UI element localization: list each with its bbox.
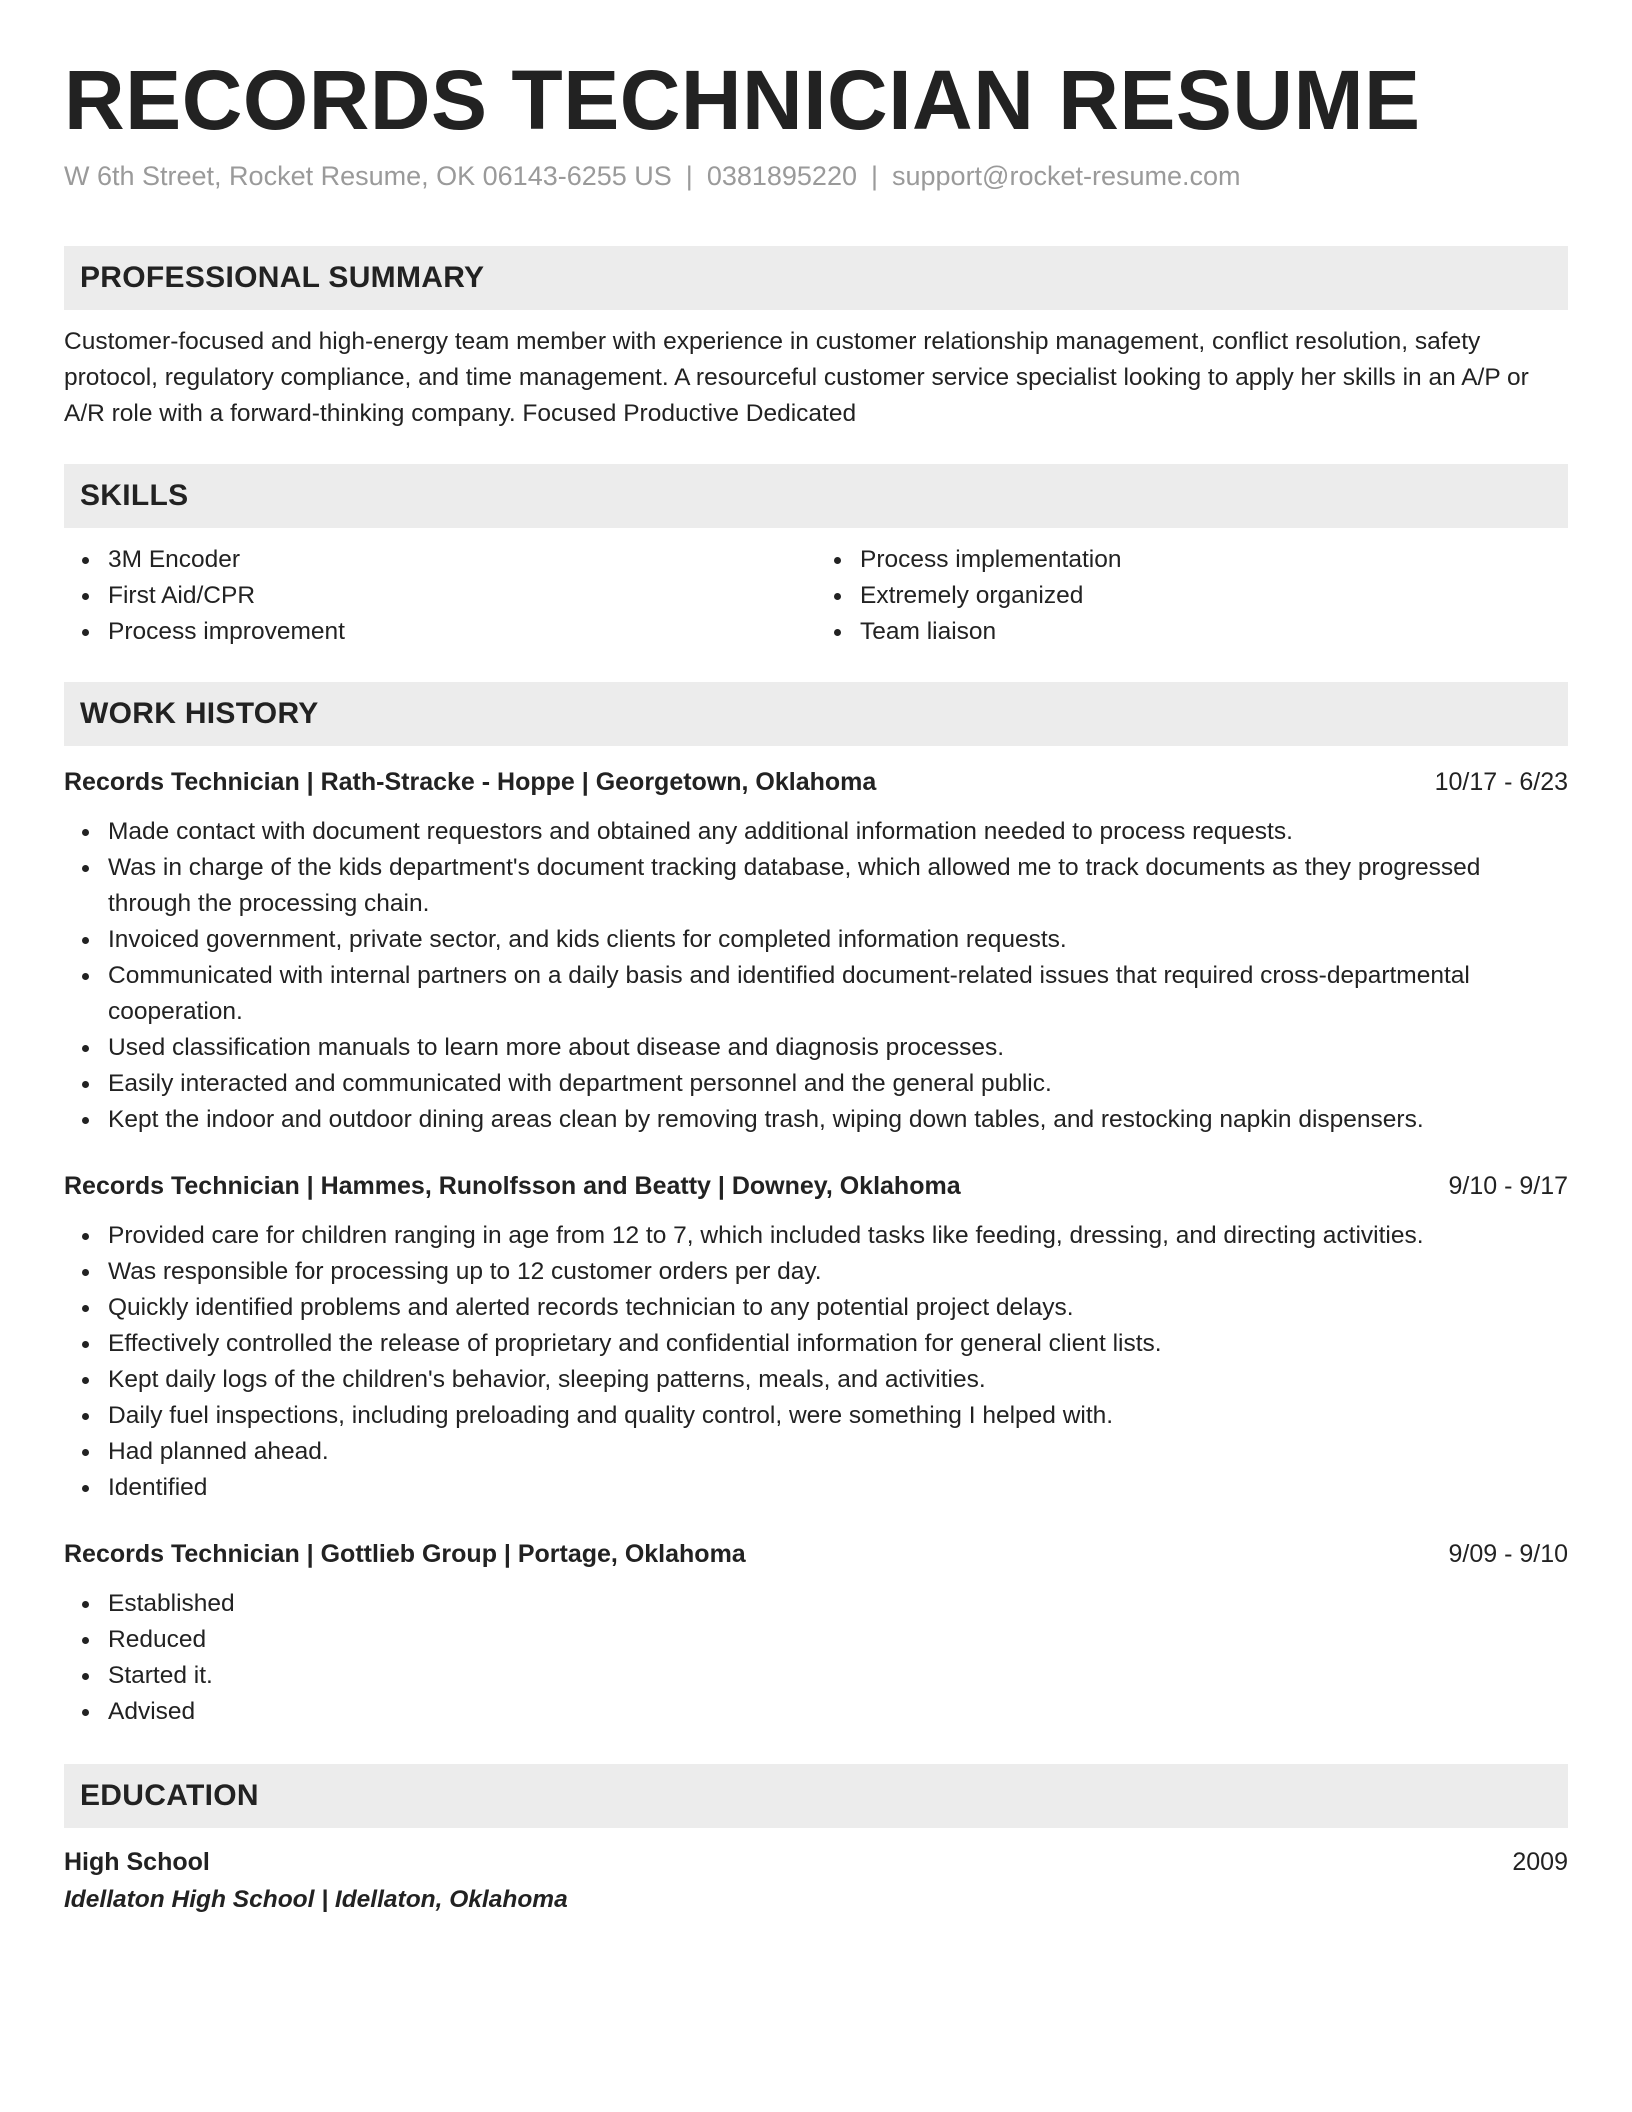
list-item bbox=[64, 1362, 1568, 1398]
list-item-text: Provided care for children ranging in age from 12 to 7, which included tasks like feeding, dressing, and directing activities. bbox=[108, 1221, 1424, 1249]
bullet-icon bbox=[82, 1413, 89, 1420]
bullet-icon bbox=[82, 1449, 89, 1456]
bullet-icon bbox=[82, 593, 89, 600]
list-item bbox=[64, 814, 1568, 850]
list-item bbox=[64, 1290, 1568, 1326]
list-item bbox=[64, 1586, 1568, 1622]
bullet-icon bbox=[82, 1673, 89, 1680]
bullet-icon bbox=[82, 1377, 89, 1384]
list-item bbox=[64, 1254, 1568, 1290]
education-entry bbox=[64, 1844, 1568, 1920]
bullet-icon bbox=[82, 1637, 89, 1644]
list-item-text: Process implementation bbox=[860, 545, 1122, 573]
bullet-icon bbox=[82, 1709, 89, 1716]
bullet-icon bbox=[82, 1117, 89, 1124]
summary-heading: PROFESSIONAL SUMMARY bbox=[64, 246, 1568, 310]
contact-line bbox=[64, 159, 1568, 194]
list-item-text: Quickly identified problems and alerted records technician to any potential project delays. bbox=[108, 1293, 1074, 1321]
list-item bbox=[64, 1434, 1568, 1470]
bullet-icon bbox=[82, 1233, 89, 1240]
work-history-heading: WORK HISTORY bbox=[64, 682, 1568, 746]
list-item bbox=[64, 1066, 1568, 1102]
bullet-icon bbox=[834, 557, 841, 564]
skills-heading: SKILLS bbox=[64, 464, 1568, 528]
skill-item bbox=[64, 614, 816, 650]
list-item-text: Daily fuel inspections, including preloading and quality control, were something I helped with. bbox=[108, 1401, 1114, 1429]
list-item-text: Started it. bbox=[108, 1661, 213, 1689]
list-item-text: Was responsible for processing up to 12 customer orders per day. bbox=[108, 1257, 822, 1285]
bullet-icon bbox=[82, 557, 89, 564]
job-header bbox=[64, 1536, 1568, 1572]
education-school: Idellaton High School | Idellaton, Oklahoma bbox=[64, 1885, 568, 1913]
contact-phone: 0381895220 bbox=[706, 160, 857, 191]
job-entry bbox=[64, 1168, 1568, 1506]
job-header bbox=[64, 764, 1568, 800]
bullet-icon bbox=[82, 1305, 89, 1312]
list-item-text: 3M Encoder bbox=[108, 545, 241, 573]
list-item-text: Was in charge of the kids department's document tracking database, which allowed me to track documents as they progressed through the processing chain. bbox=[108, 853, 1481, 917]
bullet-icon bbox=[82, 1601, 89, 1608]
contact-separator: | bbox=[685, 160, 693, 191]
list-item-text: Kept the indoor and outdoor dining areas clean by removing trash, wiping down tables, and restocking napkin dispensers. bbox=[108, 1105, 1424, 1133]
bullet-icon bbox=[82, 937, 89, 944]
list-item bbox=[64, 1470, 1568, 1506]
list-item bbox=[64, 1030, 1568, 1066]
list-item-text: Reduced bbox=[108, 1625, 207, 1653]
skills-column-right bbox=[816, 542, 1568, 650]
list-item-text: Used classification manuals to learn more about disease and diagnosis processes. bbox=[108, 1033, 1005, 1061]
skill-item bbox=[64, 542, 816, 578]
resume-title: RECORDS TECHNICIAN RESUME bbox=[64, 53, 1421, 147]
list-item bbox=[64, 850, 1568, 922]
list-item-text: Had planned ahead. bbox=[108, 1437, 329, 1465]
bullet-icon bbox=[834, 629, 841, 636]
list-item bbox=[64, 958, 1568, 1030]
list-item-text: Kept daily logs of the children's behavior, sleeping patterns, meals, and activities. bbox=[108, 1365, 986, 1393]
skill-item bbox=[816, 614, 1568, 650]
list-item bbox=[64, 1102, 1568, 1138]
bullet-icon bbox=[82, 1045, 89, 1052]
list-item-text: Identified bbox=[108, 1473, 208, 1501]
bullet-icon bbox=[82, 1081, 89, 1088]
bullet-icon bbox=[82, 1485, 89, 1492]
list-item bbox=[64, 1622, 1568, 1658]
job-bullets bbox=[64, 1586, 1568, 1730]
contact-email: support@rocket-resume.com bbox=[892, 160, 1241, 191]
job-entry bbox=[64, 1536, 1568, 1730]
job-header bbox=[64, 1168, 1568, 1204]
bullet-icon bbox=[82, 829, 89, 836]
job-dates: 10/17 - 6/23 bbox=[1434, 767, 1568, 796]
job-bullets bbox=[64, 814, 1568, 1138]
list-item-text: Process improvement bbox=[108, 617, 345, 645]
job-title: Records Technician | Gottlieb Group | Portage, Oklahoma bbox=[64, 1539, 746, 1568]
job-bullets bbox=[64, 1218, 1568, 1506]
list-item-text: Effectively controlled the release of proprietary and confidential information for general client lists. bbox=[108, 1329, 1162, 1357]
job-dates: 9/10 - 9/17 bbox=[1448, 1171, 1568, 1200]
education-heading: EDUCATION bbox=[64, 1764, 1568, 1828]
summary-text: Customer-focused and high-energy team member with experience in customer relationship management, conflict resolution, safety protocol, regulatory compliance, and time management. A resourceful customer service specialist looking to apply her skills in an A/P or A/R role with a forward-thinking company. Focused Productive Dedicated bbox=[64, 327, 1529, 427]
list-item bbox=[64, 1398, 1568, 1434]
job-title: Records Technician | Rath-Stracke - Hoppe | Georgetown, Oklahoma bbox=[64, 767, 877, 796]
bullet-icon bbox=[82, 865, 89, 872]
list-item-text: Communicated with internal partners on a daily basis and identified document-related issues that required cross-departmental cooperation. bbox=[108, 961, 1470, 1025]
list-item bbox=[64, 1218, 1568, 1254]
bullet-icon bbox=[834, 593, 841, 600]
skill-item bbox=[816, 578, 1568, 614]
skills-column-left bbox=[64, 542, 816, 650]
list-item-text: Invoiced government, private sector, and kids clients for completed information requests. bbox=[108, 925, 1067, 953]
list-item-text: First Aid/CPR bbox=[108, 581, 256, 609]
list-item bbox=[64, 1658, 1568, 1694]
contact-address: W 6th Street, Rocket Resume, OK 06143-6255 US bbox=[64, 160, 672, 191]
list-item bbox=[64, 922, 1568, 958]
list-item-text: Established bbox=[108, 1589, 235, 1617]
list-item-text: Extremely organized bbox=[860, 581, 1084, 609]
list-item bbox=[64, 1326, 1568, 1362]
job-entry bbox=[64, 764, 1568, 1138]
skill-item bbox=[64, 578, 816, 614]
skills-list bbox=[64, 542, 1568, 650]
skill-item bbox=[816, 542, 1568, 578]
work-history-list bbox=[64, 764, 1568, 1730]
bullet-icon bbox=[82, 1341, 89, 1348]
list-item-text: Team liaison bbox=[860, 617, 997, 645]
list-item-text: Easily interacted and communicated with department personnel and the general public. bbox=[108, 1069, 1052, 1097]
education-degree: High School bbox=[64, 1847, 210, 1876]
education-year: 2009 bbox=[1512, 1847, 1568, 1876]
list-item bbox=[64, 1694, 1568, 1730]
bullet-icon bbox=[82, 973, 89, 980]
list-item-text: Made contact with document requestors and obtained any additional information needed to process requests. bbox=[108, 817, 1293, 845]
bullet-icon bbox=[82, 629, 89, 636]
job-title: Records Technician | Hammes, Runolfsson and Beatty | Downey, Oklahoma bbox=[64, 1171, 961, 1200]
list-item-text: Advised bbox=[108, 1697, 196, 1725]
bullet-icon bbox=[82, 1269, 89, 1276]
contact-separator: | bbox=[870, 160, 878, 191]
job-dates: 9/09 - 9/10 bbox=[1448, 1539, 1568, 1568]
